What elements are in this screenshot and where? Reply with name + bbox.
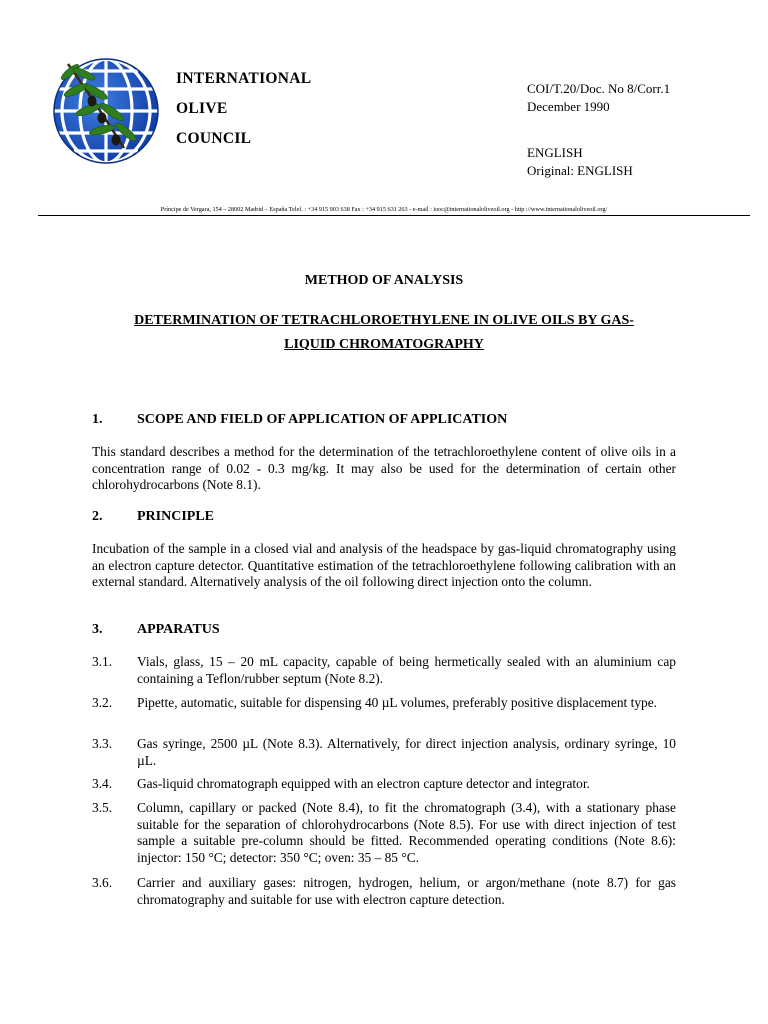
item-3-3-text: Gas syringe, 2500 µL (Note 8.3). Alternatively, for direct injection analysis, ordinary syringe, 10 µL. [137, 736, 676, 768]
item-3-4-text: Gas-liquid chromatograph equipped with an electron capture detector and integrator. [137, 776, 590, 791]
doc-original-language: Original: ENGLISH [527, 163, 633, 178]
address-line: Príncipe de Vergara, 154 – 28002 Madrid – España Telef. : +34 915 903 638 Fax : +34 915 631 263 - e-mail : iooc@internationaloliveoil.org - http ://www.internationaloliveoil.org/ [160, 206, 608, 213]
section-2-number: 2. [92, 509, 103, 524]
org-name-line-3: COUNCIL [176, 130, 252, 147]
document-title-line-1: DETERMINATION OF TETRACHLOROETHYLENE IN OLIVE OILS BY GAS- [134, 313, 634, 328]
section-1-heading: SCOPE AND FIELD OF APPLICATION OF APPLICATION [137, 412, 508, 427]
org-name-line-1: INTERNATIONAL [176, 70, 312, 87]
method-heading: METHOD OF ANALYSIS [304, 273, 464, 288]
section-1-text: This standard describes a method for the determination of the tetrachloroethylene content of olive oils in a concentration range of 0.02 - 0.3 mg/kg. It may also be used for the determination of certain other chlorohydrocarbons (Note 8.1). [92, 444, 676, 493]
item-3-3-number: 3.3. [92, 736, 113, 751]
document-title-line-2: LIQUID CHROMATOGRAPHY [284, 337, 484, 352]
org-name-line-2: OLIVE [176, 100, 228, 117]
doc-date: December 1990 [527, 99, 610, 114]
section-2-heading: PRINCIPLE [137, 509, 215, 524]
ioc-logo-globe-olive-branch-icon [46, 56, 166, 166]
item-3-2-text: Pipette, automatic, suitable for dispensing 40 µL volumes, preferably positive displacement type. [137, 695, 658, 710]
item-3-6-number: 3.6. [92, 875, 113, 890]
item-3-1-number: 3.1. [92, 654, 113, 669]
item-3-5-number: 3.5. [92, 800, 113, 815]
section-3-heading: APPARATUS [137, 622, 220, 637]
item-3-4-number: 3.4. [92, 776, 113, 791]
section-3-number: 3. [92, 622, 103, 637]
doc-language: ENGLISH [527, 145, 583, 160]
item-3-2-number: 3.2. [92, 695, 113, 710]
section-1-number: 1. [92, 412, 103, 427]
section-2-text: Incubation of the sample in a closed vial and analysis of the headspace by gas-liquid chromatography using an electron capture detector. Quantitative estimation of the tetrachloroethylene following calibration with an external standard. Alternatively analysis of the oil following direct injection onto the column. [92, 541, 676, 590]
item-3-6-text: Carrier and auxiliary gases: nitrogen, hydrogen, helium, or argon/methane (note 8.7) for gas chromatography and suitable for use with electron capture detection. [137, 875, 676, 907]
doc-reference: COI/T.20/Doc. No 8/Corr.1 [527, 81, 671, 96]
header-divider [38, 215, 750, 216]
item-3-5-text: Column, capillary or packed (Note 8.4), to fit the chromatograph (3.4), with a stationary phase suitable for the separation of chlorohydrocarbons (Note 8.5). For use with direct injection of test sample a suitable pre-column should be fitted. Recommended operating conditions (Note 8.6): injector: 150 °C; detector: 350 °C; oven: 35 – 85 °C. [137, 800, 676, 865]
item-3-1-text: Vials, glass, 15 – 20 mL capacity, capable of being hermetically sealed with an aluminium cap containing a Teflon/rubber septum (Note 8.2). [137, 654, 676, 686]
